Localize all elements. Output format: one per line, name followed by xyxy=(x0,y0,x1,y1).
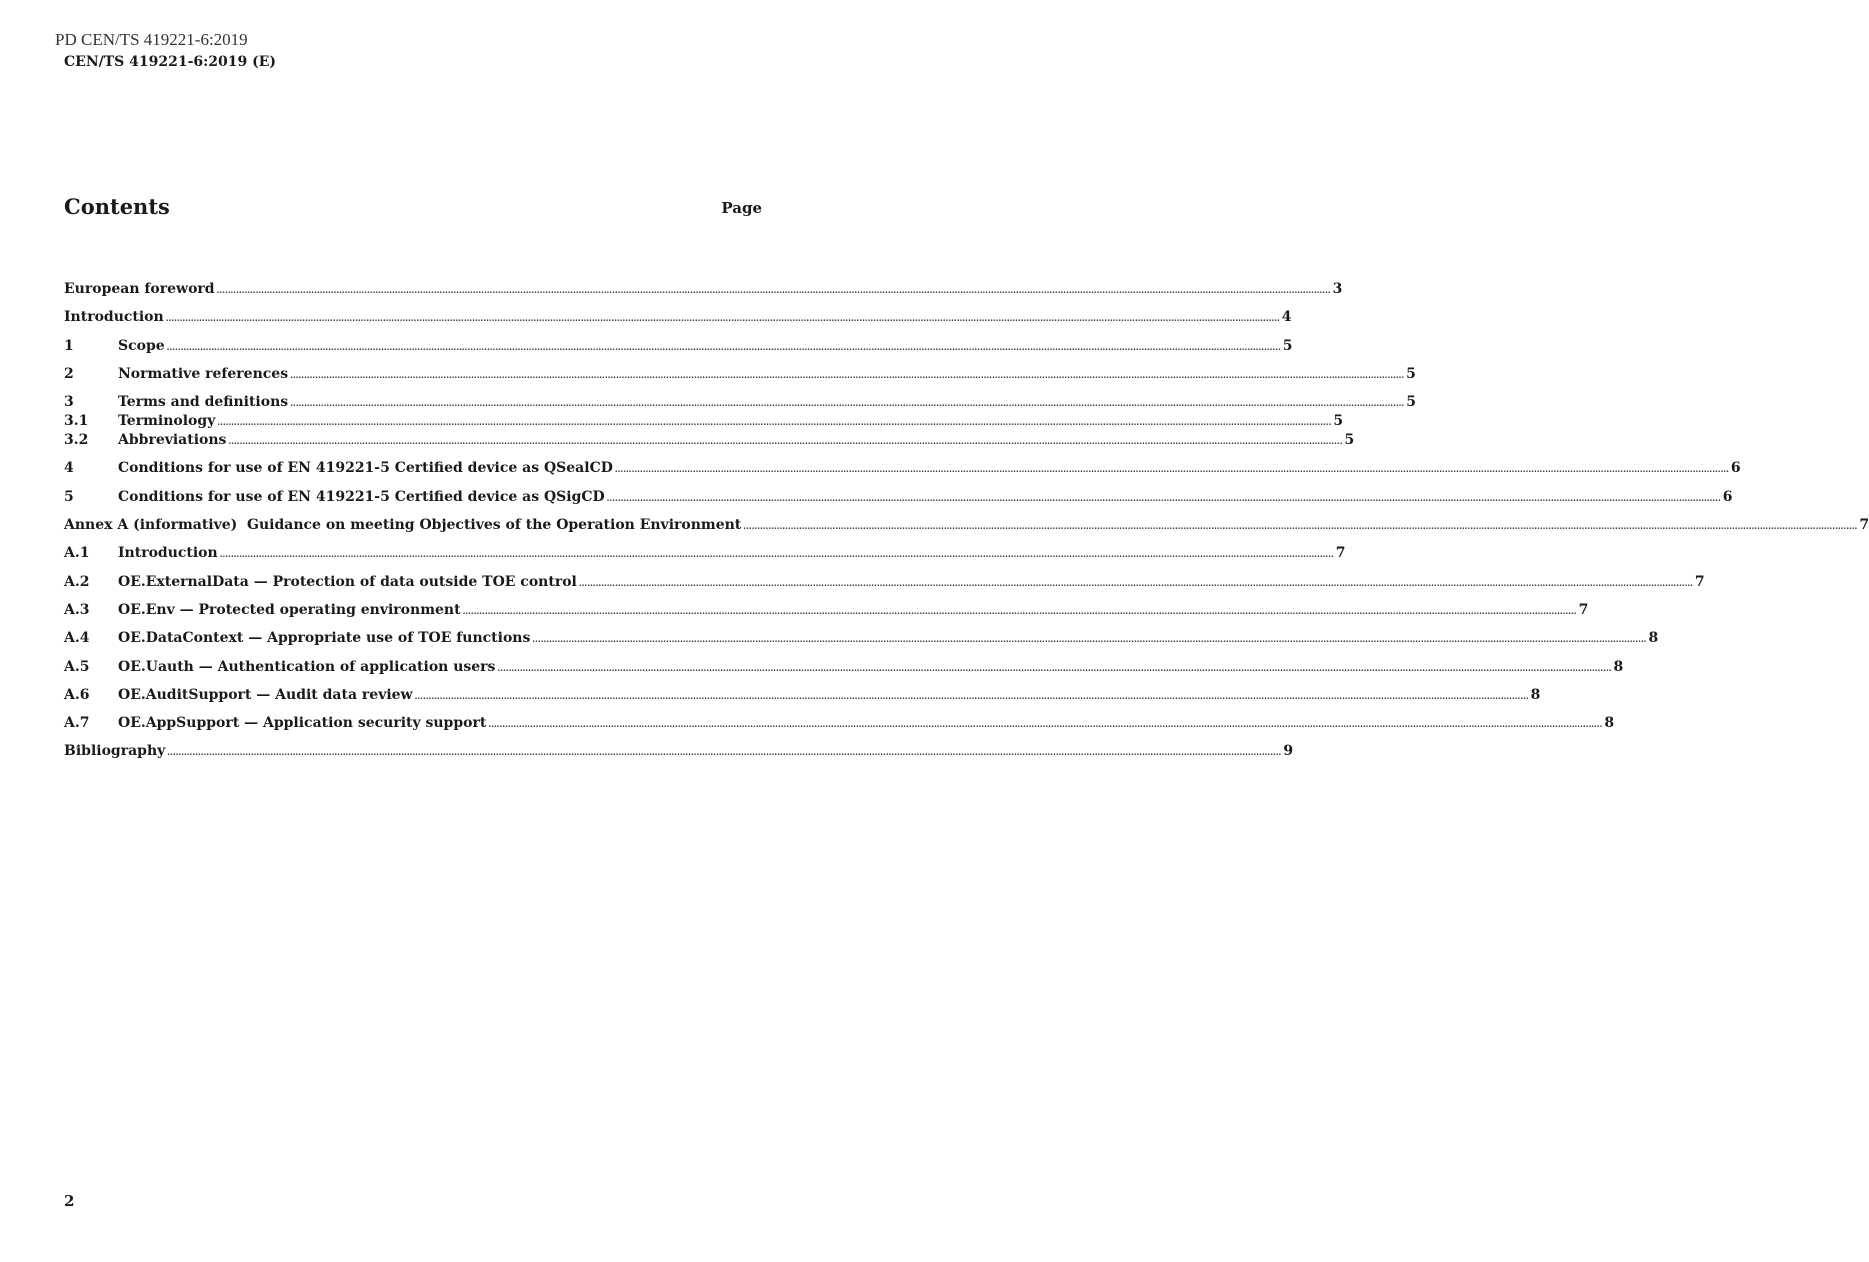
toc-leader: ................................................................................................................................................................................................................................................................................................................................................................................................................ xyxy=(290,398,1405,409)
toc-entry[interactable] xyxy=(64,279,1343,299)
toc-leader: ................................................................................................................................................................................................................................................................................................................................................................................................................ xyxy=(532,634,1647,645)
toc-entry[interactable] xyxy=(64,628,1659,648)
toc-entry-number: 3.1 xyxy=(64,413,89,430)
toc-entry-title: OE.Uauth — Authentication of application users xyxy=(118,658,496,675)
toc-leader: ................................................................................................................................................................................................................................................................................................................................................................................................................ xyxy=(488,719,1603,730)
toc-entry-title: OE.Env — Protected operating environment xyxy=(118,601,461,618)
toc-entry-page: 8 xyxy=(1613,658,1624,675)
toc-entry[interactable] xyxy=(64,572,1705,592)
toc-leader: ................................................................................................................................................................................................................................................................................................................................................................................................................ xyxy=(290,369,1405,380)
document-id-header: PD CEN/TS 419221-6:2019 xyxy=(55,30,248,49)
toc-entry-title: Introduction xyxy=(118,545,218,562)
toc-entry-page: 3 xyxy=(1332,281,1343,297)
toc-entry-title: Conditions for use of EN 419221-5 Certified device as QSigCD xyxy=(118,488,605,505)
toc-entry-title: Scope xyxy=(118,337,165,354)
toc-leader: ................................................................................................................................................................................................................................................................................................................................................................................................................ xyxy=(614,464,1729,475)
toc-entry[interactable] xyxy=(64,685,1541,705)
toc-leader: ................................................................................................................................................................................................................................................................................................................................................................................................................ xyxy=(578,577,1693,588)
toc-entry-page: 8 xyxy=(1604,715,1615,732)
toc-entry-number: A.6 xyxy=(64,686,90,703)
toc-entry-title: Terminology xyxy=(118,413,216,430)
toc-entry-number: A.2 xyxy=(64,573,90,590)
toc-entry-title: OE.AuditSupport — Audit data review xyxy=(118,686,413,703)
toc-entry-number: A.4 xyxy=(64,630,90,647)
toc-entry[interactable] xyxy=(64,543,1346,563)
toc-entry-page: 6 xyxy=(1730,460,1741,477)
toc-entry-page: 4 xyxy=(1281,309,1292,326)
toc-entry-number: 2 xyxy=(64,365,74,382)
toc-leader: ................................................................................................................................................................................................................................................................................................................................................................................................................ xyxy=(165,313,1280,324)
toc-leader: ................................................................................................................................................................................................................................................................................................................................................................................................................ xyxy=(166,341,1281,352)
toc-leader: ................................................................................................................................................................................................................................................................................................................................................................................................................ xyxy=(167,747,1282,758)
toc-entry-title: Abbreviations xyxy=(118,432,227,449)
toc-entry-title: Conditions for use of EN 419221-5 Certified device as QSealCD xyxy=(118,460,613,477)
toc-entry-title: OE.DataContext — Appropriate use of TOE functions xyxy=(118,630,531,647)
contents-title: Contents xyxy=(64,194,170,219)
toc-entry-number: 3 xyxy=(64,394,74,411)
toc-entry-title: Bibliography xyxy=(64,743,166,760)
toc-entry-number: 3.2 xyxy=(64,432,89,449)
toc-entry[interactable] xyxy=(64,741,1294,761)
toc-entry-number: A.3 xyxy=(64,601,90,618)
page-column-label: Page xyxy=(721,199,762,217)
toc-entry[interactable] xyxy=(64,392,1416,412)
toc-entry-page: 5 xyxy=(1333,413,1344,430)
document-id-subheader: CEN/TS 419221-6:2019 (E) xyxy=(64,54,277,70)
toc-entry-title: European foreword xyxy=(64,281,215,297)
toc-entry[interactable] xyxy=(64,713,1615,733)
toc-entry-page: 8 xyxy=(1648,630,1659,647)
toc-entry-title: Annex A (informative) Guidance on meeting Objectives of the Operation Environment xyxy=(64,517,742,534)
toc-entry[interactable] xyxy=(64,364,1416,384)
toc-entry-page: 8 xyxy=(1530,686,1541,703)
toc-entry-title: Introduction xyxy=(64,309,164,326)
toc-entry-title: OE.ExternalData — Protection of data outside TOE control xyxy=(118,573,577,590)
toc-entry[interactable] xyxy=(64,600,1589,620)
toc-entry-page: 7 xyxy=(1859,517,1869,534)
toc-leader: ................................................................................................................................................................................................................................................................................................................................................................................................................ xyxy=(462,605,1577,616)
page-number: 2 xyxy=(64,1192,75,1210)
toc-entry[interactable] xyxy=(64,487,1733,507)
toc-entry-page: 5 xyxy=(1282,337,1293,354)
toc-entry-annex[interactable] xyxy=(64,515,1869,535)
toc-entry-title: Normative references xyxy=(118,365,289,382)
toc-entry-page: 5 xyxy=(1406,394,1416,411)
toc-entry-number: A.5 xyxy=(64,658,90,675)
toc-entry[interactable] xyxy=(64,458,1741,478)
toc-leader: ................................................................................................................................................................................................................................................................................................................................................................................................................ xyxy=(743,521,1858,532)
toc-leader: ................................................................................................................................................................................................................................................................................................................................................................................................................ xyxy=(497,662,1612,673)
toc-entry[interactable] xyxy=(64,430,1355,450)
toc-entry-title: OE.AppSupport — Application security support xyxy=(118,715,487,732)
table-of-contents xyxy=(64,279,1869,761)
toc-entry-number: A.1 xyxy=(64,545,90,562)
toc-entry-page: 5 xyxy=(1344,432,1355,449)
toc-leader: ................................................................................................................................................................................................................................................................................................................................................................................................................ xyxy=(219,549,1334,560)
toc-entry-number: 4 xyxy=(64,460,74,477)
toc-entry[interactable] xyxy=(64,411,1344,431)
toc-leader: ................................................................................................................................................................................................................................................................................................................................................................................................................ xyxy=(217,417,1332,428)
toc-entry[interactable] xyxy=(64,307,1292,327)
toc-entry-page: 5 xyxy=(1406,365,1416,382)
toc-entry-number: A.7 xyxy=(64,715,90,732)
toc-entry-title: Terms and definitions xyxy=(118,394,289,411)
toc-entry[interactable] xyxy=(64,657,1624,677)
toc-entry-page: 7 xyxy=(1578,601,1589,618)
toc-entry-page: 9 xyxy=(1283,743,1294,760)
toc-entry-number: 5 xyxy=(64,488,74,505)
toc-entry-number: 1 xyxy=(64,337,74,354)
toc-entry[interactable] xyxy=(64,336,1293,356)
toc-entry-page: 7 xyxy=(1335,545,1346,562)
toc-leader: ................................................................................................................................................................................................................................................................................................................................................................................................................ xyxy=(414,690,1529,701)
toc-leader: ................................................................................................................................................................................................................................................................................................................................................................................................................ xyxy=(216,285,1331,295)
toc-leader: ................................................................................................................................................................................................................................................................................................................................................................................................................ xyxy=(228,436,1343,447)
toc-leader: ................................................................................................................................................................................................................................................................................................................................................................................................................ xyxy=(606,492,1721,503)
toc-entry-page: 7 xyxy=(1694,573,1705,590)
toc-entry-page: 6 xyxy=(1722,488,1733,505)
